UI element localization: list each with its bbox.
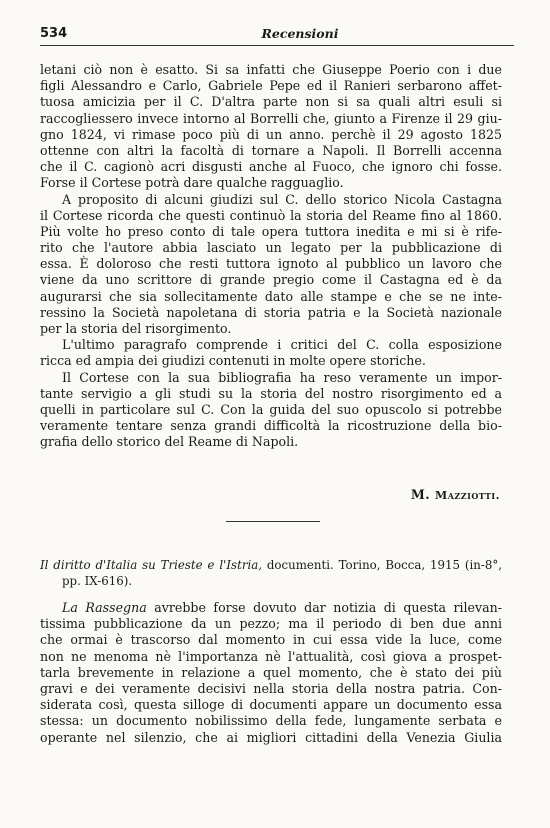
page-number: 534: [40, 26, 68, 41]
citation-title: Il diritto d'Italia su Trieste e l'Istria,: [40, 558, 263, 572]
citation-details: documenti. Torino, Bocca, 1915 (in-8°,: [262, 558, 502, 572]
text-line: letani ciò non è esatto. Si sa infatti che Giuseppe Poerio con i due: [40, 62, 502, 77]
signature-initial: M.: [410, 487, 431, 502]
text-line: ressino la Società napoletana di storia patria e la Società nazionale: [40, 304, 502, 320]
citation-line-2: pp. IX-616).: [62, 574, 133, 589]
text-line: augurarsi che sia sollecitamente dato alle stampe e che se ne inte-: [40, 288, 502, 304]
text-line: non ne menoma nè l'importanza nè l'attualità, così giova a prospet-: [40, 648, 502, 664]
text-line: stessa: un documento nobilissimo della fede, lungamente serbata e: [40, 713, 502, 729]
text-line: Più volte ho preso conto di tale opera tuttora inedita e mi si è rife-: [40, 223, 502, 239]
text-line: siderata così, questa silloge di documenti appare un documento essa: [40, 697, 502, 713]
text-line: ricca ed ampia dei giudizi contenuti in molte opere storiche.: [40, 353, 426, 369]
section-divider: [226, 521, 320, 522]
text-line: tuosa amicizia per il C. D'altra parte non si sa quali altri esuli si: [40, 94, 502, 110]
signature-name: Mazziotti.: [435, 489, 500, 502]
text-line: essa. È doloroso che resti tuttora ignoto al pubblico un lavoro che: [40, 256, 502, 272]
text-line: per la storia del risorgimento.: [40, 321, 232, 336]
text-line: L'ultimo paragrafo comprende i critici del C. colla esposizione: [62, 337, 502, 353]
reviewer-signature: [411, 487, 500, 502]
text-line: operante nel silenzio, che ai migliori cittadini della Venezia Giulia: [40, 729, 502, 745]
first-review-text: [40, 62, 502, 451]
text-line: quelli in particolare sul C. Con la guida del suo opuscolo si potrebbe: [40, 401, 502, 417]
text-line: ottenne con altri la facoltà di tornare a Napoli. Il Borrelli accenna: [40, 142, 502, 158]
text-line: [40, 600, 502, 616]
text-line: che ormai è trascorso dal momento in cui essa vide la luce, come: [40, 632, 502, 648]
section-title: Recensioni: [261, 26, 339, 41]
text-line: Il Cortese con la sua bibliografia ha reso veramente un impor-: [62, 369, 502, 385]
running-head: [40, 26, 514, 46]
citation-line-1: [40, 557, 502, 573]
text-line: figli Alessandro e Carlo, Gabriele Pepe ed il Ranieri serbarono affet-: [40, 78, 502, 94]
text-line: gno 1824, vi rimase poco più di un anno. perchè il 29 agosto 1825: [40, 126, 502, 142]
text-line: veramente tentare senza grandi difficoltà la ricostruzione della bio-: [40, 418, 502, 434]
header-rule: [40, 45, 514, 46]
journal-name: La Rassegna: [62, 600, 147, 615]
text-line: Forse il Cortese potrà dare qualche ragguaglio.: [40, 175, 344, 191]
second-review-text: [40, 600, 502, 746]
text-line: il Cortese ricorda che questi continuò la storia del Reame fino al 1860.: [40, 207, 502, 223]
text-line: tante servigio a gli studi su la storia del nostro risorgimento ed a: [40, 385, 502, 401]
text-line: grafia dello storico del Reame di Napoli.: [40, 434, 299, 450]
text-line: tarla brevemente in relazione a quel momento, che è stato dei più: [40, 664, 502, 680]
text-line: viene da uno scrittore di grande pregio come il Castagna ed è da: [40, 272, 502, 288]
book-citation: [40, 557, 502, 589]
text-line: che il C. cagionò acri disgusti anche al Fuoco, che ignoro chi fosse.: [40, 159, 502, 175]
line-rest: avrebbe forse dovuto dar notizia di questa rilevan-: [146, 600, 503, 615]
text-line: rito che l'autore abbia lasciato un legato per la pubblicazione di: [40, 240, 502, 256]
text-line: gravi e dei veramente decisivi nella storia della nostra patria. Con-: [40, 680, 502, 696]
text-line: raccogliessero invece intorno al Borrelli che, giunto a Firenze il 29 giu-: [40, 110, 502, 126]
text-line: tissima pubblicazione da un pezzo; ma il periodo di ben due anni: [40, 616, 502, 632]
text-line: A proposito di alcuni giudizi sul C. dello storico Nicola Castagna: [62, 191, 502, 207]
